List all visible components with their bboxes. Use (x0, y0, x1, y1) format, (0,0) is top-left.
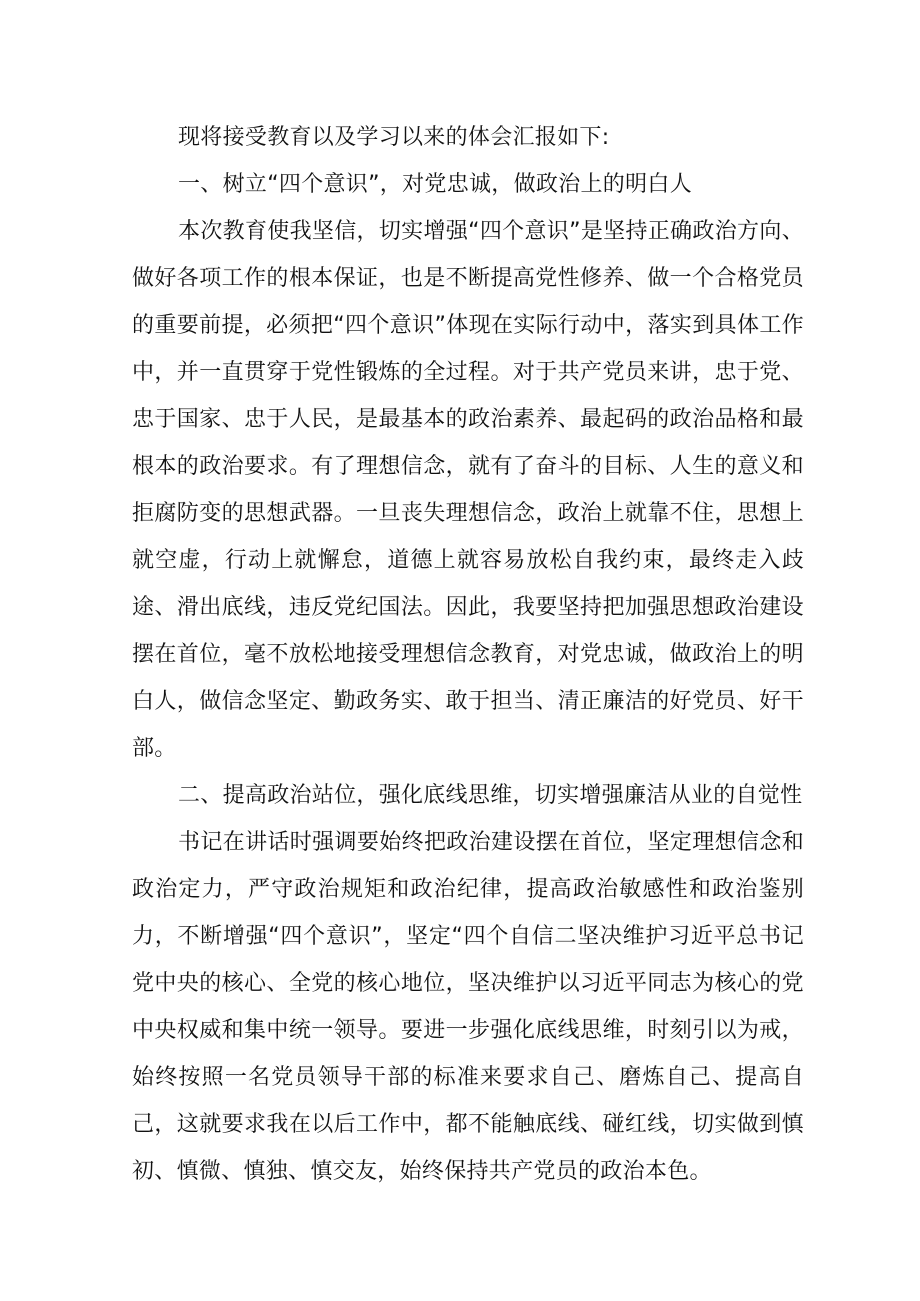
section-1-paragraph: 本次教育使我坚信，切实增强“四个意识”是坚持正确政治方向、做好各项工作的根本保证，也是不断提高党性修养、做一个合格党员的重要前提，必须把“四个意识”体现在实际行动中，落实到具体工作中，并一直贯穿于党性锻炼的全过程。对于共产党员来讲，忠于党、忠于国家、忠于人民，是最基本的政治素养、最起码的政治品格和最根本的政治要求。有了理想信念，就有了奋斗的目标、人生的意义和拒腐防变的思想武器。一旦丧失理想信念，政治上就靠不住，思想上就空虚，行动上就懈怠，道德上就容易放松自我约束，最终走入歧途、滑出底线，违反党纪国法。因此，我要坚持把加强思想政治建设摆在首位，毫不放松地接受理想信念教育，对党忠诚，做政治上的明白人，做信念坚定、勤政务实、敢于担当、清正廉洁的好党员、好干部。 (132, 219, 804, 761)
document-body (132, 114, 804, 1195)
intro-line: 现将接受教育以及学习以来的体会汇报如下: (178, 125, 610, 150)
section-2-heading: 二、提高政治站位，强化底线思维，切实增强廉洁从业的自觉性 (178, 783, 803, 808)
section-1-heading: 一、树立“四个意识”，对党忠诚，做政治上的明白人 (178, 172, 692, 197)
section-2-paragraph: 书记在讲话时强调要始终把政治建设摆在首位，坚定理想信念和政治定力，严守政治规矩和政治纪律，提高政治敏感性和政治鉴别力，不断增强“四个意识”，坚定“四个自信二坚决维护习近平总书记党中央的核心、全党的核心地位，坚决维护以习近平同志为核心的党中央权威和集中统一领导。要进一步强化底线思维，时刻引以为戒，始终按照一名党员领导干部的标准来要求自己、磨炼自己、提高自己，这就要求我在以后工作中，都不能触底线、碰红线，切实做到慎初、慎微、慎独、慎交友，始终保持共产党员的政治本色。 (132, 830, 804, 1184)
